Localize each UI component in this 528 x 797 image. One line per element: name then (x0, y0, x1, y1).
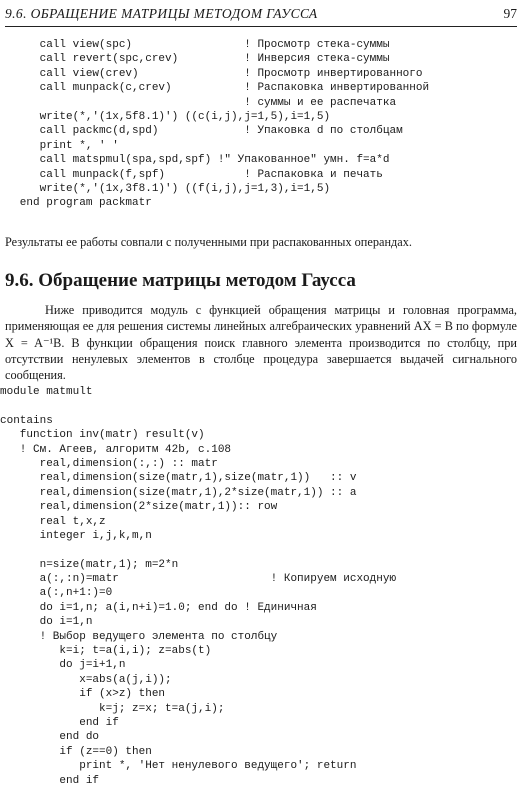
code-bottom-line: end if (0, 716, 119, 729)
code-bottom-line: end do (0, 731, 100, 744)
intro-paragraph (5, 302, 517, 383)
header-rule (5, 26, 517, 27)
code-bottom-line: a(:,:n)=matr ! Копируем исходную (0, 573, 397, 586)
code-bottom-line: real,dimension(size(matr,1),2*size(matr,1)) :: a (0, 486, 357, 499)
section-heading: 9.6. Обращение матрицы методом Гаусса (5, 270, 356, 291)
code-bottom-line: print *, 'Нет ненулевого ведущего'; return (0, 760, 357, 773)
code-bottom-line: integer i,j,k,m,n (0, 529, 152, 542)
running-head (5, 6, 517, 24)
code-top-line: write(*,'(1x,5f8.1)') ((c(i,j),j=1,5),i=1,5) (0, 110, 331, 123)
page-number: 97 (503, 6, 517, 21)
code-top-line: print *, ' ' (0, 139, 119, 152)
code-listing-top (0, 38, 429, 211)
code-bottom-line: do j=i+1,n (0, 659, 126, 672)
code-top-line: call packmc(d,spd) ! Упаковка d по столбцам (0, 125, 403, 138)
code-bottom-line: contains (0, 414, 53, 427)
code-bottom-line: module matmult (0, 386, 93, 398)
code-top-line: write(*,'(1x,3f8.1)') ((f(i,j),j=1,3),i=1,5) (0, 182, 331, 195)
code-bottom-line (0, 543, 396, 557)
code-bottom-line: end if (0, 774, 100, 787)
intro-text: Ниже приводится модуль с функцией обращения матрицы и головная программа, применяющая ее для решения системы линейных алгебраических уравнений AX = B по формуле X = A⁻¹B. В функции обращения поиск главного элемента производится по столбцу, при отсутствии ненулевых элементов в столбце процедура завершается выдачей сигнального сообщения. (5, 303, 517, 383)
code-top-line: call view(crev) ! Просмотр инвертированного (0, 67, 423, 80)
result-text: Результаты ее работы совпали с полученными при распакованных операндах. (5, 235, 412, 249)
code-bottom-line: real,dimension(2*size(matr,1)):: row (0, 501, 278, 514)
code-bottom-line: if (z==0) then (0, 745, 152, 758)
code-bottom-line: ! См. Агеев, алгоритм 42b, с.108 (0, 443, 232, 456)
code-bottom-line: do i=1,n (0, 616, 93, 629)
code-top-line: call munpack(c,crev) ! Распаковка инвертированной (0, 82, 430, 95)
code-bottom-line: a(:,n+1:)=0 (0, 587, 113, 600)
code-bottom-line: function inv(matr) result(v) (0, 429, 205, 442)
result-paragraph (5, 234, 517, 250)
code-bottom-line: real,dimension(:,:) :: matr (0, 457, 218, 470)
code-bottom-line: do i=1,n; a(i,n+i)=1.0; end do ! Единичная (0, 601, 317, 614)
running-head-title: 9.6. ОБРАЩЕНИЕ МАТРИЦЫ МЕТОДОМ ГАУССА (5, 6, 318, 21)
code-listing-bottom (0, 385, 396, 788)
code-top-line: call matspmul(spa,spd,spf) !" Упакованное" умн. f=a*d (0, 154, 390, 167)
code-top-line: call view(spc) ! Просмотр стека-суммы (0, 39, 390, 51)
code-bottom-line: real t,x,z (0, 515, 106, 528)
code-bottom-line: k=j; z=x; t=a(j,i); (0, 702, 225, 715)
code-top-line: call revert(spc,crev) ! Инверсия стека-суммы (0, 53, 390, 66)
code-bottom-line: ! Выбор ведущего элемента по столбцу (0, 630, 278, 643)
code-bottom-line: x=abs(a(j,i)); (0, 673, 172, 686)
code-top-line: end program packmatr (0, 197, 152, 210)
code-bottom-line (0, 399, 396, 413)
code-top-line: ! суммы и ее распечатка (0, 96, 397, 109)
code-bottom-line: k=i; t=a(i,i); z=abs(t) (0, 645, 212, 658)
code-bottom-line: n=size(matr,1); m=2*n (0, 558, 179, 571)
code-top-line: call munpack(f,spf) ! Распаковка и печать (0, 168, 383, 181)
code-bottom-line: if (x>z) then (0, 688, 166, 701)
code-bottom-line: real,dimension(size(matr,1),size(matr,1)) :: v (0, 472, 357, 485)
